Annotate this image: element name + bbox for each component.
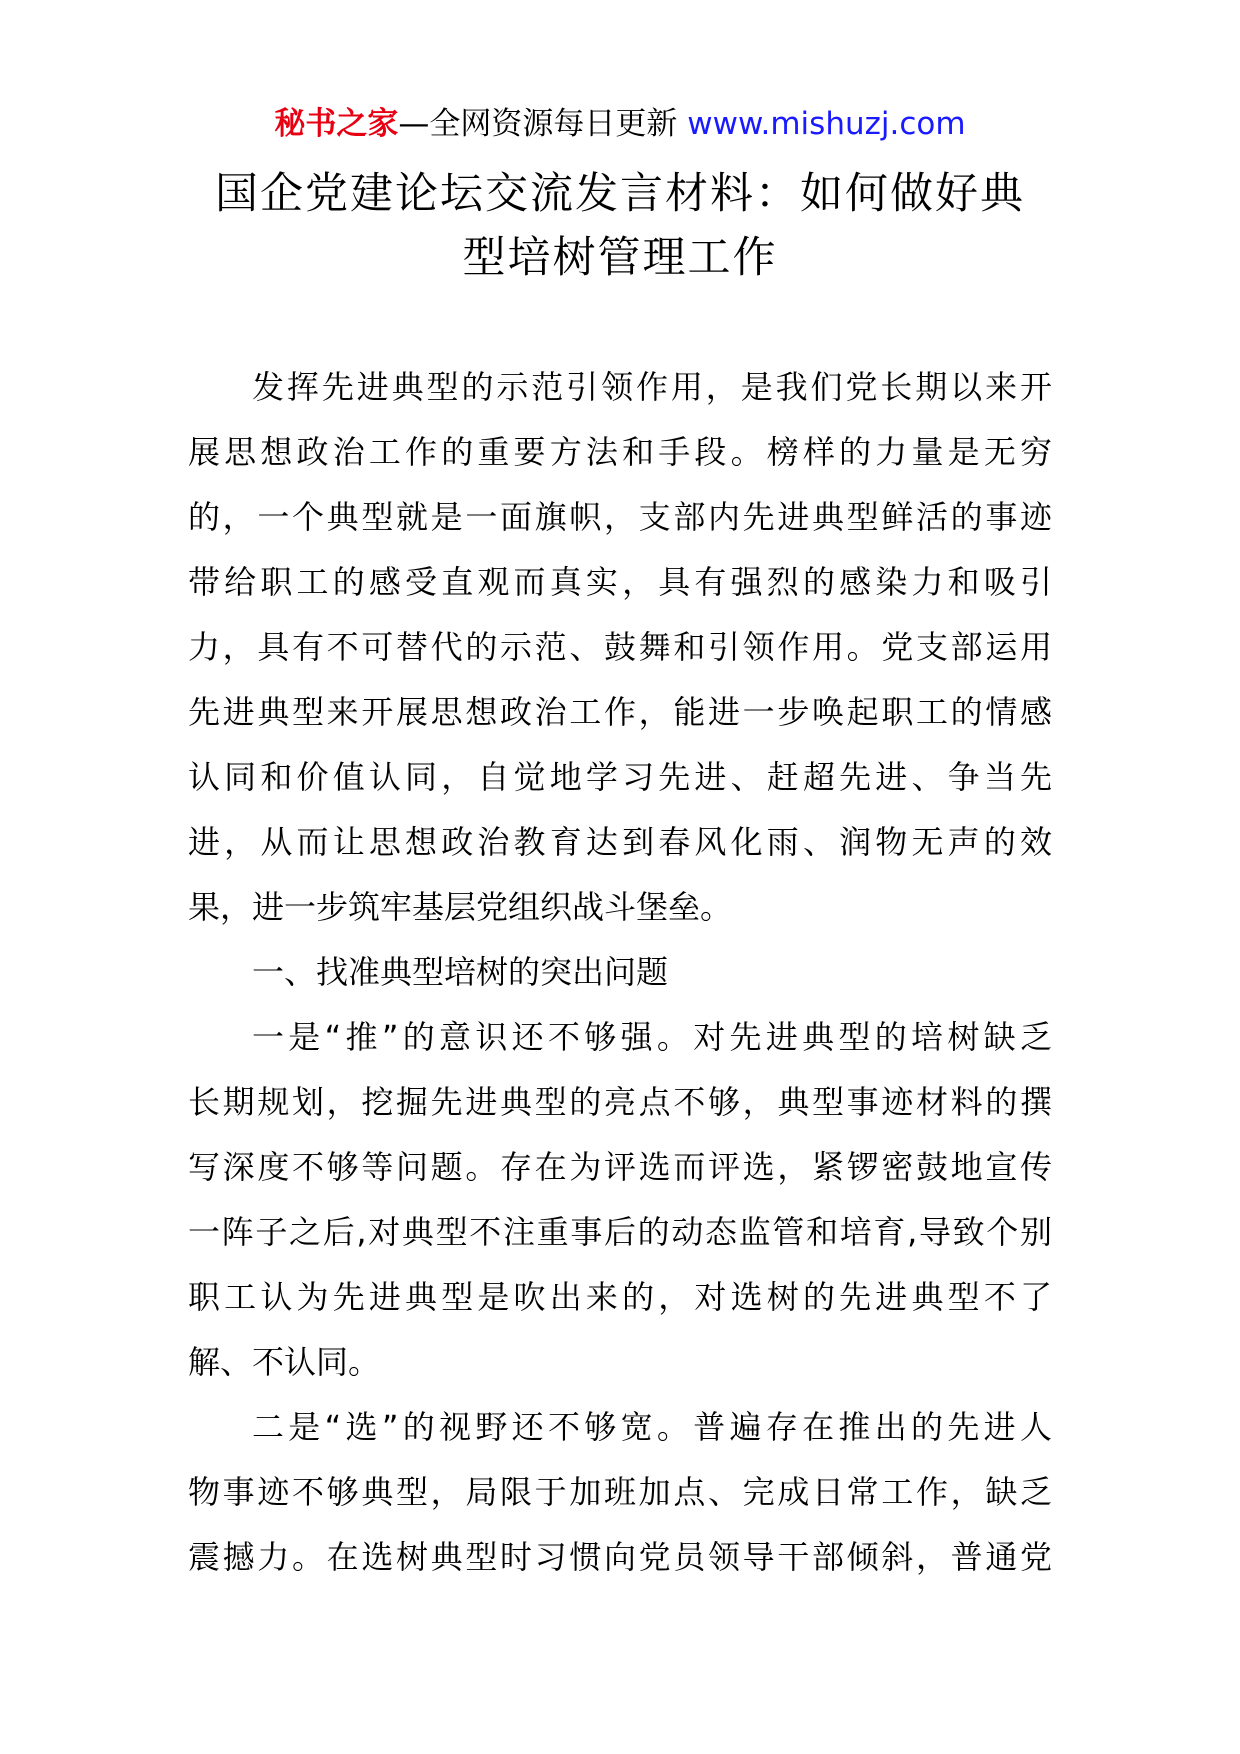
text-line: 一是“推”的意识还不够强。对先进典型的培树缺乏 (252, 1018, 1052, 1056)
text-line: 二是“选”的视野还不够宽。普遍存在推出的先进人 (252, 1408, 1052, 1446)
text-line: 解、不认同。 (188, 1343, 381, 1381)
document-body (188, 355, 1052, 1590)
text-line: 进，从而让思想政治教育达到春风化雨、润物无声的效 (188, 823, 1052, 861)
header-tagline: —全网资源每日更新 (398, 106, 688, 142)
text-line: 展思想政治工作的重要方法和手段。榜样的力量是无穷 (188, 433, 1052, 471)
site-url: www.mishuzj.com (687, 106, 966, 142)
text-line: 职工认为先进典型是吹出来的，对选树的先进典型不了 (188, 1278, 1052, 1316)
text-line: 震撼力。在选树典型时习惯向党员领导干部倾斜，普通党 (188, 1538, 1052, 1576)
text-line: 力，具有不可替代的示范、鼓舞和引领作用。党支部运用 (188, 628, 1052, 666)
text-line: 长期规划，挖掘先进典型的亮点不够，典型事迹材料的撰 (188, 1083, 1052, 1121)
title-line-2: 型培树管理工作 (462, 233, 778, 283)
text-line: 的，一个典型就是一面旗帜，支部内先进典型鲜活的事迹 (188, 498, 1052, 536)
text-line: 物事迹不够典型，局限于加班加点、完成日常工作，缺乏 (188, 1473, 1052, 1511)
text-line: 带给职工的感受直观而真实，具有强烈的感染力和吸引 (188, 563, 1052, 601)
text-line: 一阵子之后,对典型不注重事后的动态监管和培育,导致个别 (188, 1213, 1052, 1251)
brand-name: 秘书之家 (274, 106, 399, 142)
text-line: 先进典型来开展思想政治工作，能进一步唤起职工的情感 (188, 693, 1052, 731)
section-heading: 一、找准典型培树的突出问题 (252, 953, 669, 991)
page-header (0, 104, 1240, 144)
text-line: 果，进一步筑牢基层党组织战斗堡垒。 (188, 888, 733, 926)
text-line: 认同和价值认同，自觉地学习先进、赶超先进、争当先 (188, 758, 1052, 796)
document-title (180, 162, 1060, 290)
text-line: 发挥先进典型的示范引领作用，是我们党长期以来开 (252, 368, 1052, 406)
title-line-1: 国企党建论坛交流发言材料：如何做好典 (215, 169, 1025, 219)
text-line: 写深度不够等问题。存在为评选而评选，紧锣密鼓地宣传 (188, 1148, 1052, 1186)
